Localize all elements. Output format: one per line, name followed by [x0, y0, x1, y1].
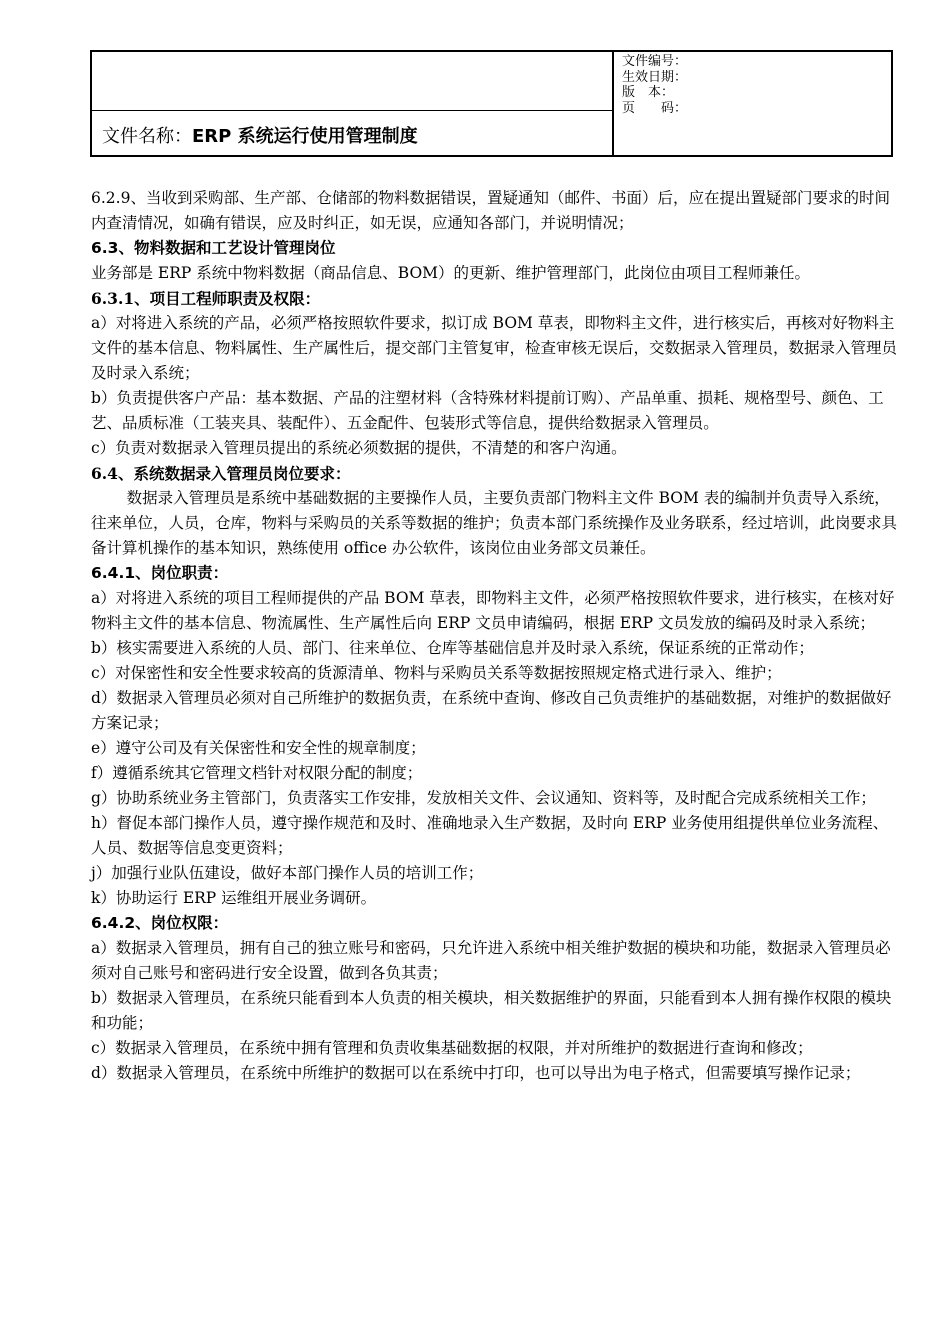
body-paragraph: d）数据录入管理员，在系统中所维护的数据可以在系统中打印，也可以导出为电子格式，但需要填写操作记录；: [91, 1064, 861, 1082]
meta-file-number: 文件编号：: [622, 54, 688, 69]
document-body: [91, 186, 897, 1086]
document-header-table: [90, 50, 893, 157]
body-paragraph: a）对将进入系统的产品，必须严格按照软件要求，拟订成 BOM 草表，即物料主文件，进行核实后，再核对好物料主文件的基本信息、物料属性、生产属性后，提交部门主管复审，检查审核无误后，交数据录入管理员，数据录入管理员及时录入系统；: [91, 314, 898, 382]
header-blank-cell: [92, 52, 612, 111]
document-title: [102, 122, 418, 148]
body-paragraph: a）对将进入系统的项目工程师提供的产品 BOM 草表，即物料主文件，必须严格按照软件要求，进行核实，在核对好物料主文件的基本信息、物流属性、生产属性后向 ERP 文员申请编码，根据 ERP 文员发放的编码及时录入系统；: [91, 589, 895, 632]
header-meta: [622, 54, 687, 116]
body-paragraph: b）负责提供客户产品：基本数据、产品的注塑材料（含特殊材料提前订购）、产品单重、损耗、规格型号、颜色、工艺、品质标准（工装夹具、装配件）、五金配件、包装形式等信息，提供给数据录入管理员。: [91, 389, 884, 432]
section-heading: 6.4.1、岗位职责：: [91, 564, 229, 582]
body-paragraph: b）数据录入管理员，在系统只能看到本人负责的相关模块，相关数据维护的界面，只能看到本人拥有操作权限的模块和功能；: [91, 989, 892, 1032]
body-paragraph: c）数据录入管理员，在系统中拥有管理和负责收集基础数据的权限，并对所维护的数据进行查询和修改；: [91, 1039, 813, 1057]
section-heading: 6.3、物料数据和工艺设计管理岗位: [91, 239, 336, 257]
section-heading: 6.4.2、岗位权限：: [91, 914, 229, 932]
title-value: ERP 系统运行使用管理制度: [192, 126, 418, 147]
body-paragraph: h）督促本部门操作人员，遵守操作规范和及时、准确地录入生产数据，及时向 ERP 业务使用组提供单位业务流程、人员、数据等信息变更资料；: [91, 814, 889, 857]
body-paragraph: c）负责对数据录入管理员提出的系统必须数据的提供，不清楚的和客户沟通。: [91, 439, 627, 457]
body-paragraph: 业务部是 ERP 系统中物料数据（商品信息、BOM）的更新、维护管理部门，此岗位由项目工程师兼任。: [91, 264, 811, 282]
body-paragraph: 数据录入管理员是系统中基础数据的主要操作人员，主要负责部门物料主文件 BOM 表的编制并负责导入系统，往来单位，人员，仓库，物料与采购员的关系等数据的维护；负责本部门系统操作及业务联系，经过培训，此岗要求具备计算机操作的基本知识，熟练使用 office 办公软件，该岗位由业务部文员兼任。: [91, 489, 898, 557]
body-paragraph: e）遵守公司及有关保密性和安全性的规章制度；: [91, 739, 426, 757]
section-heading: 6.3.1、项目工程师职责及权限：: [91, 289, 321, 308]
body-paragraph: k）协助运行 ERP 运维组开展业务调研。: [91, 889, 377, 907]
meta-effective-date: 生效日期：: [622, 69, 688, 85]
body-paragraph: b）核实需要进入系统的人员、部门、往来单位、仓库等基础信息并及时录入系统，保证系统的正常动作；: [91, 639, 814, 657]
body-paragraph: a）数据录入管理员，拥有自己的独立账号和密码，只允许进入系统中相关维护数据的模块和功能，数据录入管理员必须对自己账号和密码进行安全设置，做到各负其责；: [91, 939, 891, 982]
body-paragraph: f）遵循系统其它管理文档针对权限分配的制度；: [91, 764, 423, 782]
body-paragraph: c）对保密性和安全性要求较高的货源清单、物料与采购员关系等数据按照规定格式进行录入、维护；: [91, 664, 782, 682]
body-paragraph: j）加强行业队伍建设，做好本部门操作人员的培训工作；: [91, 864, 484, 882]
meta-page-number: 页 码：: [622, 100, 688, 116]
section-heading: 6.4、系统数据录入管理员岗位要求：: [91, 464, 351, 483]
body-paragraph: d）数据录入管理员必须对自己所维护的数据负责，在系统中查询、修改自己负责维护的基础数据，对维护的数据做好方案记录；: [91, 689, 892, 732]
body-paragraph: 6.2.9、当收到采购部、生产部、仓储部的物料数据错误，置疑通知（邮件、书面）后，应在提出置疑部门要求的时间内查清情况，如确有错误，应及时纠正，如无误，应通知各部门，并说明情况；: [91, 189, 890, 232]
meta-version: 版 本：: [622, 85, 675, 100]
body-paragraph: g）协助系统业务主管部门，负责落实工作安排，发放相关文件、会议通知、资料等，及时配合完成系统相关工作；: [91, 789, 876, 807]
title-label: 文件名称：: [102, 126, 192, 147]
